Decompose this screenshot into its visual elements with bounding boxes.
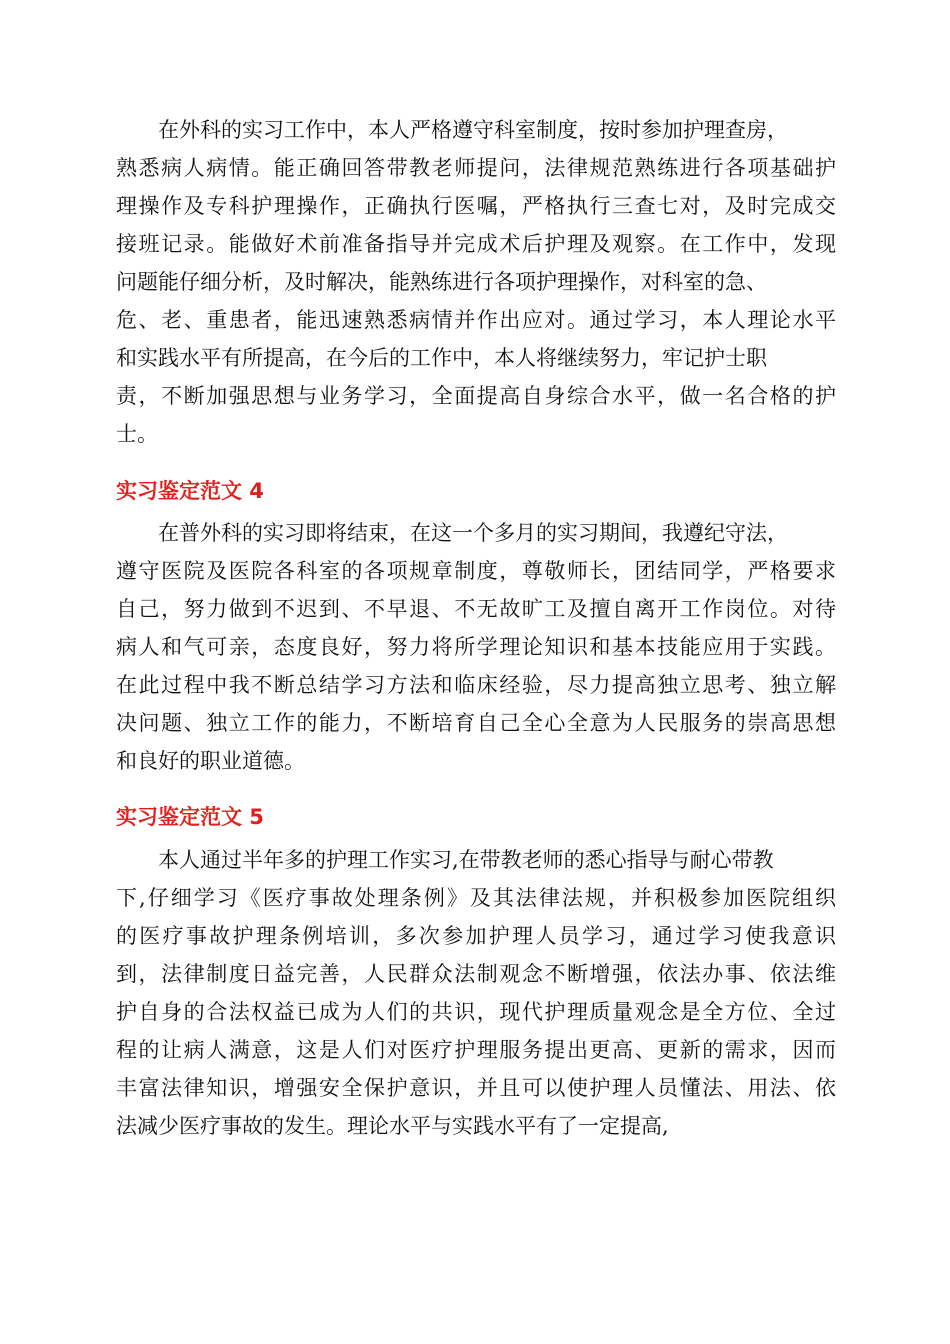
paragraph-line: 丰富法律知识，增强安全保护意识，并且可以使护理人员懂法、用法、依	[116, 1076, 836, 1100]
paragraph-line: 自己，努力做到不迟到、不早退、不无故旷工及擅自离开工作岗位。对待	[116, 597, 836, 621]
paragraph-line: 在外科的实习工作中，本人严格遵守科室制度，按时参加护理查房，	[116, 118, 788, 142]
paragraph-line: 士。	[116, 422, 158, 446]
paragraph-line: 护自身的合法权益已成为人们的共识，现代护理质量观念是全方位、全过	[116, 1000, 836, 1024]
paragraph-line: 本人通过半年多的护理工作实习,在带教老师的悉心指导与耐心带教	[116, 848, 774, 872]
paragraph-line: 熟悉病人病情。能正确回答带教老师提问，法律规范熟练进行各项基础护	[116, 156, 836, 180]
paragraph-line: 在普外科的实习即将结束，在这一个多月的实习期间，我遵纪守法，	[116, 521, 788, 545]
paragraph-line: 问题能仔细分析，及时解决，能熟练进行各项护理操作，对科室的急、	[116, 270, 767, 294]
paragraph-line: 到，法律制度日益完善，人民群众法制观念不断增强，依法办事、依法维	[116, 962, 836, 986]
paragraph-line: 接班记录。能做好术前准备指导并完成术后护理及观察。在工作中，发现	[116, 232, 836, 256]
paragraph-line: 和实践水平有所提高，在今后的工作中，本人将继续努力，牢记护士职	[116, 346, 767, 370]
paragraph-line: 理操作及专科护理操作，正确执行医嘱，严格执行三查七对，及时完成交	[116, 194, 836, 218]
paragraph-line: 危、老、重患者，能迅速熟悉病情并作出应对。通过学习，本人理论水平	[116, 308, 836, 332]
paragraph-line: 遵守医院及医院各科室的各项规章制度，尊敬师长，团结同学，严格要求	[116, 559, 836, 583]
section-heading-4: 实习鉴定范文 4	[116, 479, 264, 503]
paragraph-line: 下,仔细学习《医疗事故处理条例》及其法律法规，并积极参加医院组织	[116, 886, 836, 910]
section-heading-5: 实习鉴定范文 5	[116, 805, 264, 829]
paragraph-line: 在此过程中我不断总结学习方法和临床经验，尽力提高独立思考、独立解	[116, 673, 836, 697]
paragraph-line: 责，不断加强思想与业务学习，全面提高自身综合水平，做一名合格的护	[116, 384, 836, 408]
paragraph-line: 法减少医疗事故的发生。理论水平与实践水平有了一定提高,	[116, 1114, 669, 1138]
paragraph-line: 程的让病人满意，这是人们对医疗护理服务提出更高、更新的需求，因而	[116, 1038, 836, 1062]
paragraph-line: 和良好的职业道德。	[116, 749, 305, 773]
paragraph-line: 病人和气可亲，态度良好，努力将所学理论知识和基本技能应用于实践。	[116, 635, 836, 659]
paragraph-line: 决问题、独立工作的能力，不断培育自己全心全意为人民服务的崇高思想	[116, 711, 836, 735]
paragraph-line: 的医疗事故护理条例培训，多次参加护理人员学习，通过学习使我意识	[116, 924, 836, 948]
